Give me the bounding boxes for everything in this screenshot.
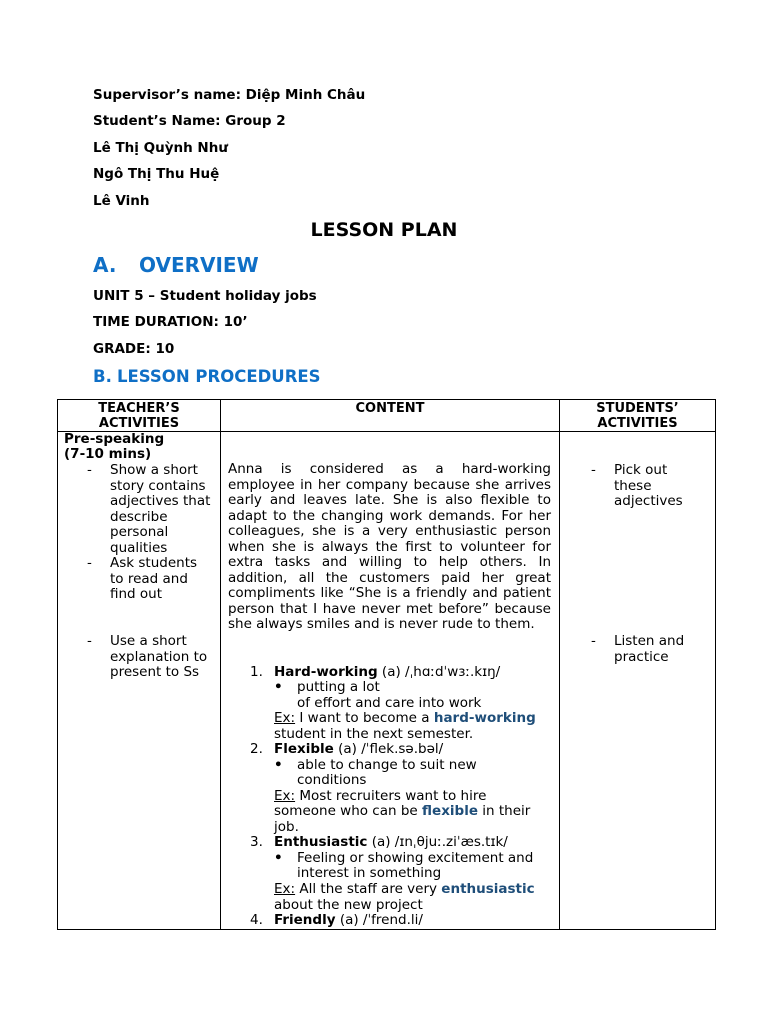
- story-paragraph: Anna is considered as a hard-working employee in her company because she arrives early and leaves late. She is also flexible to adapt to the changing work demands. For her colleagues, she is a very enthusiastic person when she is always the first to volunteer for extra tasks and willing to help others. In addition, all the customers paid her great compliments like “She is a friendly and patient person that I have never met before” because she always smiles and is never rude to them.: [228, 461, 551, 632]
- vocab-example: Ex: Most recruiters want to hire: [274, 788, 487, 804]
- section-letter: A.: [93, 253, 117, 277]
- supervisor-name: Supervisor’s name: Diệp Minh Châu: [93, 87, 366, 103]
- vocab-number: 4.: [250, 912, 263, 928]
- stage-label: Pre-speaking: [64, 431, 165, 447]
- vocab-definition: conditions: [297, 772, 367, 788]
- vocab-word: Hard-working: [274, 664, 378, 680]
- vocab-entry: [274, 835, 508, 851]
- column-header: TEACHER’S ACTIVITIES: [58, 400, 221, 432]
- vocab-definition: Feeling or showing excitement and: [297, 850, 534, 866]
- bullet-icon: •: [274, 679, 283, 695]
- vocab-ipa: (a) /ˈfrend.li/: [339, 912, 423, 928]
- dash-bullet: -: [591, 633, 596, 649]
- section-title: OVERVIEW: [139, 253, 259, 277]
- vocab-example: student in the next semester.: [274, 726, 474, 742]
- vocab-example: Ex: All the staff are very enthusiastic: [274, 881, 535, 897]
- lesson-table: [57, 399, 716, 930]
- teacher-activities-cell: [58, 432, 221, 930]
- vocab-word: Enthusiastic: [274, 834, 368, 850]
- vocab-definition: interest in something: [297, 865, 442, 881]
- section-procedures-heading: [93, 367, 321, 386]
- vocab-entry: [274, 913, 423, 929]
- students-activities-cell: [560, 432, 716, 930]
- member-name: Lê Thị Quỳnh Như: [93, 140, 228, 156]
- vocab-definition: able to change to suit new: [297, 757, 477, 773]
- vocab-example: job.: [274, 819, 299, 835]
- vocab-word: Friendly: [274, 912, 336, 928]
- teacher-activity: Use a short explanation to present to Ss: [110, 633, 208, 680]
- vocab-example: about the new project: [274, 897, 423, 913]
- table-header-row: [58, 400, 716, 432]
- vocab-example: someone who can be flexible in their: [274, 803, 531, 819]
- dash-bullet: -: [87, 633, 92, 649]
- vocab-word: Flexible: [274, 741, 334, 757]
- column-header: CONTENT: [221, 400, 560, 432]
- page-title: LESSON PLAN: [310, 219, 458, 241]
- column-header: STUDENTS’ ACTIVITIES: [560, 400, 716, 432]
- bullet-icon: •: [274, 757, 283, 773]
- member-name: Ngô Thị Thu Huệ: [93, 166, 220, 182]
- vocab-ipa: (a) /ɪnˌθjuː.ziˈæs.tɪk/: [371, 834, 508, 850]
- unit-label: UNIT 5 – Student holiday jobs: [93, 288, 317, 304]
- student-activity: Listen and practice: [614, 633, 685, 665]
- member-name: Lê Vinh: [93, 193, 150, 209]
- grade-label: GRADE: 10: [93, 341, 175, 357]
- vocab-number: 3.: [250, 834, 263, 850]
- table-row: [58, 432, 716, 930]
- students-name: Student’s Name: Group 2: [93, 113, 286, 129]
- vocab-ipa: (a) /ˌhɑːdˈwɜː.kɪŋ/: [381, 664, 501, 680]
- content-cell: [221, 432, 560, 930]
- vocab-example: Ex: I want to become a hard-working: [274, 710, 536, 726]
- vocab-definition: of effort and care into work: [297, 695, 482, 711]
- vocab-number: 1.: [250, 664, 263, 680]
- vocab-definition: putting a lot: [297, 679, 380, 695]
- vocab-entry: [274, 742, 443, 758]
- teacher-activity: Ask students to read and find out: [110, 555, 198, 602]
- bullet-icon: •: [274, 850, 283, 866]
- teacher-activity: Show a short story contains adjectives that describe personal qualities: [110, 462, 211, 556]
- time-duration: TIME DURATION: 10’: [93, 314, 248, 330]
- stage-time: (7-10 mins): [64, 446, 152, 462]
- vocab-ipa: (a) /ˈflek.sə.bəl/: [338, 741, 444, 757]
- student-activity: Pick out these adjectives: [614, 462, 683, 509]
- section-letter: B.: [93, 367, 112, 386]
- section-overview-heading: [93, 253, 259, 277]
- vocab-number: 2.: [250, 741, 263, 757]
- dash-bullet: -: [591, 462, 596, 478]
- dash-bullet: -: [87, 462, 92, 478]
- dash-bullet: -: [87, 555, 92, 571]
- section-title: LESSON PROCEDURES: [117, 367, 321, 386]
